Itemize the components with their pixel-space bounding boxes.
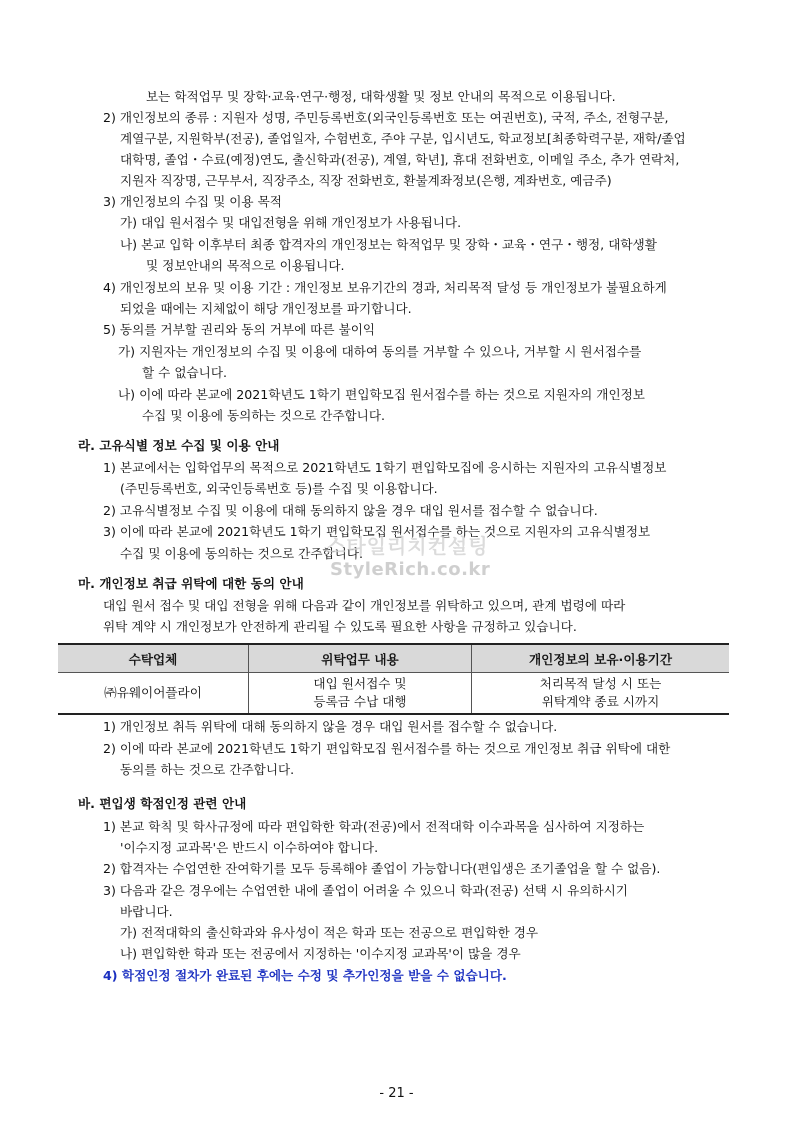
sub-list-item: 나) 본교 입학 이후부터 최종 합격자의 개인정보는 학적업무 및 장학・교육・연구・행정, 대학생활 <box>120 237 657 252</box>
col-header-task: 위탁업무 내용 <box>249 644 472 673</box>
sub-list-item: 가) 지원자는 개인정보의 수집 및 이용에 대하여 동의를 거부할 수 있으나, 거부할 시 원서접수를 <box>118 344 642 359</box>
list-item: 4) 개인정보의 보유 및 이용 기간 : 개인정보 보유기간의 경과, 처리목적 달성 등 개인정보가 불필요하게 <box>103 280 667 295</box>
text-line: 할 수 없습니다. <box>142 365 228 380</box>
text-line: 수집 및 이용에 동의하는 것으로 간주합니다. <box>120 546 363 561</box>
text-line: 되었을 때에는 지체없이 해당 개인정보를 파기합니다. <box>120 301 412 316</box>
cell-task <box>249 673 472 715</box>
list-item: 1) 본교에서는 입학업무의 목적으로 2021학년도 1학기 편입학모집에 응시하는 지원자의 고유식별정보 <box>103 460 667 475</box>
text-line: 계열구분, 지원학부(전공), 졸업일자, 수험번호, 주야 구분, 입시년도, 학교정보[최종학력구분, 재학/졸업 <box>120 131 686 146</box>
col-header-company: 수탁업체 <box>58 644 249 673</box>
watermark <box>326 530 490 580</box>
text-line: 대학명, 졸업・수료(예정)연도, 출신학과(전공), 계열, 학년], 휴대 전화번호, 이메일 주소, 추가 연락처, <box>120 152 680 167</box>
list-item: 2) 개인정보의 종류 : 지원자 성명, 주민등록번호(외국인등록번호 또는 여권번호), 국적, 주소, 전형구분, <box>103 110 669 125</box>
cell-task-line2: 등록금 수납 대행 <box>313 694 407 709</box>
sub-list-item: 나) 이에 따라 본교에 2021학년도 1학기 편입학모집 원서접수를 하는 것으로 지원자의 개인정보 <box>118 387 645 402</box>
text-line: 동의를 하는 것으로 간주합니다. <box>120 762 295 777</box>
text-line: (주민등록번호, 외국인등록번호 등)를 수집 및 이용합니다. <box>120 481 438 496</box>
sub-list-item: 가) 전적대학의 출신학과와 유사성이 적은 학과 또는 전공으로 편입학한 경우 <box>120 925 539 940</box>
watermark-korean: 스타일리치컨설팅 <box>326 534 489 558</box>
list-item: 5) 동의를 거부할 권리와 동의 거부에 따른 불이익 <box>103 322 376 337</box>
section-heading: 라. 고유식별 정보 수집 및 이용 안내 <box>78 438 280 453</box>
list-item: 2) 합격자는 수업연한 잔여학기를 모두 등록해야 졸업이 가능합니다(편입생은 조기졸업을 할 수 없음). <box>103 861 661 876</box>
text-line: 지원자 직장명, 근무부서, 직장주소, 직장 전화번호, 환불계좌정보(은행, 계좌번호, 예금주) <box>120 173 612 188</box>
table-header-row <box>58 644 729 673</box>
emphasis-notice: 4) 학점인정 절차가 완료된 후에는 수정 및 추가인정을 받을 수 없습니다. <box>103 968 507 983</box>
text-line: 수집 및 이용에 동의하는 것으로 간주합니다. <box>142 408 385 423</box>
list-item: 1) 개인정보 취득 위탁에 대해 동의하지 않을 경우 대입 원서를 접수할 수 없습니다. <box>103 719 558 734</box>
section-heading: 마. 개인정보 취급 위탁에 대한 동의 안내 <box>78 576 304 591</box>
table-row <box>58 673 729 715</box>
consignment-table <box>58 643 729 715</box>
section-heading: 바. 편입생 학점인정 관련 안내 <box>78 796 247 811</box>
cell-task-line1: 대입 원서접수 및 <box>313 676 407 691</box>
cell-period-line2: 위탁계약 종료 시까지 <box>541 694 660 709</box>
text-line: 및 정보안내의 목적으로 이용됩니다. <box>146 258 345 273</box>
text-line: 위탁 계약 시 개인정보가 안전하게 관리될 수 있도록 필요한 사항을 규정하고 있습니다. <box>103 619 577 634</box>
list-item: 3) 이에 따라 본교에 2021학년도 1학기 편입학모집 원서접수를 하는 것으로 지원자의 고유식별정보 <box>103 524 651 539</box>
col-header-period: 개인정보의 보유·이용기간 <box>472 644 730 673</box>
cell-period-line1: 처리목적 달성 시 또는 <box>539 676 662 691</box>
text-line: '이수지정 교과목'은 반드시 이수하여야 합니다. <box>120 840 379 855</box>
list-item: 3) 개인정보의 수집 및 이용 목적 <box>103 194 282 209</box>
sub-list-item: 가) 대입 원서접수 및 대입전형을 위해 개인정보가 사용됩니다. <box>120 215 462 230</box>
list-item: 2) 고유식별정보 수집 및 이용에 대해 동의하지 않을 경우 대입 원서를 접수할 수 없습니다. <box>103 503 598 518</box>
list-item: 1) 본교 학칙 및 학사규정에 따라 편입학한 학과(전공)에서 전적대학 이수과목을 심사하여 지정하는 <box>103 819 645 834</box>
cell-company: ㈜유웨이어플라이 <box>58 673 249 715</box>
list-item: 2) 이에 따라 본교에 2021학년도 1학기 편입학모집 원서접수를 하는 것으로 개인정보 취급 위탁에 대한 <box>103 741 671 756</box>
text-line: 대입 원서 접수 및 대입 전형을 위해 다음과 같이 개인정보를 위탁하고 있으며, 관계 법령에 따라 <box>103 598 626 613</box>
cell-period <box>472 673 730 715</box>
page-number: - 21 - <box>379 1086 414 1101</box>
list-item: 3) 다음과 같은 경우에는 수업연한 내에 졸업이 어려울 수 있으니 학과(전공) 선택 시 유의하시기 <box>103 883 628 898</box>
sub-list-item: 나) 편입학한 학과 또는 전공에서 지정하는 '이수지정 교과목'이 많을 경우 <box>120 946 521 961</box>
watermark-site: StyleRich.co.kr <box>330 559 491 580</box>
text-line: 보는 학적업무 및 장학·교육·연구·행정, 대학생활 및 정보 안내의 목적으로 이용됩니다. <box>146 89 616 104</box>
text-line: 바랍니다. <box>120 904 173 919</box>
